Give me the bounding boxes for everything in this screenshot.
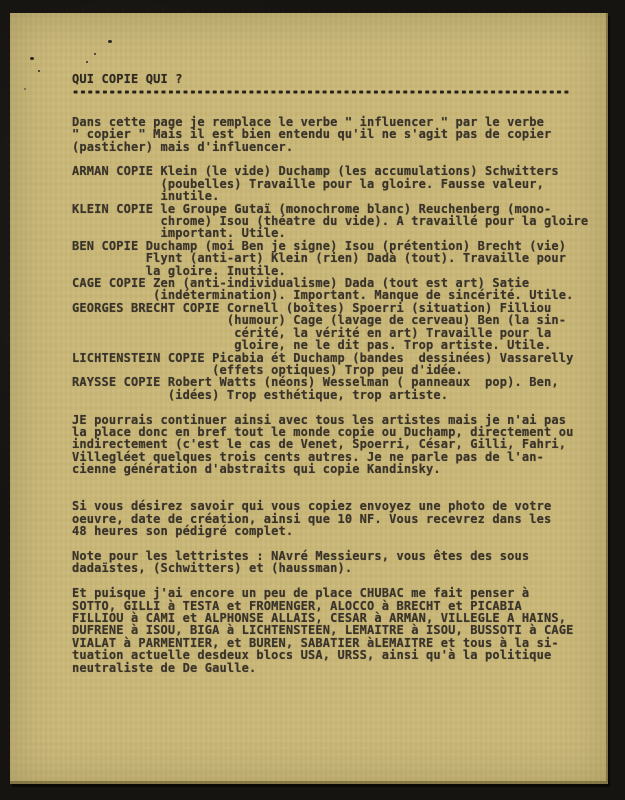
text-line: neutraliste de De Gaulle. (72, 660, 257, 675)
ink-speck (94, 53, 96, 55)
text-line: gloire, ne le dit pas. Trop artiste. Utile. (72, 338, 552, 353)
ink-speck (38, 70, 40, 72)
text-line: (pasticher) mais d'influencer. (72, 139, 294, 154)
text-line: FILLIOU à CAMI et ALPHONSE ALLAIS, CESAR à ARMAN, VILLEGLE A HAINS, (72, 611, 567, 626)
text-line: KLEIN COPIE le Groupe Gutaï (monochrome blanc) Reuchenberg (mono- (72, 201, 552, 216)
text-line: la gloire. Inutile. (72, 263, 286, 278)
text-line (72, 401, 588, 413)
text-line: important. Utile. (72, 226, 286, 241)
text-line: dadaïstes, (Schwitters) et (haussman). (72, 561, 353, 576)
text-line: Et puisque j'ai encore un peu de place CHUBAC me fait penser à (72, 586, 530, 601)
document-body (72, 116, 588, 674)
document-title: QUI COPIE QUI ? (72, 72, 183, 86)
text-line: " copier " Mais il est bien entendu qu'il ne s'agit pas de copier (72, 127, 552, 142)
text-line: cérité, la vérité en art) Travaille pour la (72, 325, 552, 340)
text-line: GEORGES BRECHT COPIE Cornell (boîtes) Spoerri (situation) Filliou (72, 300, 552, 315)
paper-sheet (10, 13, 608, 784)
text-line (72, 476, 588, 488)
text-line: oeuvre, date de création, ainsi que 10 NF. Vous recevrez dans les (72, 511, 552, 526)
text-line: tuation actuelle desdeux blocs USA, URSS, ainsi qu'à la politique (72, 648, 552, 663)
text-line: VIALAT à PARMENTIER, et BUREN, SABATIER àLEMAITRE et tous à la si- (72, 635, 559, 650)
text-line: Note pour les lettristes : NAvré Messieurs, vous êtes des sous (72, 549, 530, 564)
text-line: CAGE COPIE Zen (anti-individualisme) Dada (tout est art) Satie (72, 276, 530, 291)
text-line: (poubelles) Travaille pour la gloire. Fausse valeur, (72, 176, 544, 191)
text-line: Dans cette page je remplace le verbe " influencer " par le verbe (72, 114, 544, 129)
text-line: (humour) Cage (lavage de cerveau) Ben (la sin- (72, 313, 567, 328)
text-line: Si vous désirez savoir qui vous copiez envoyez une photo de votre (72, 499, 552, 514)
text-line: JE pourrais continuer ainsi avec tous les artistes mais je n'ai pas (72, 412, 567, 427)
text-line: (indétermination). Important. Manque de sincérité. Utile. (72, 288, 574, 303)
text-line: (effets optiques) Trop peu d'idée. (72, 362, 463, 377)
text-line: LICHTENSTEIN COPIE Picabia ét Duchamp (bandes dessinées) Vassarelly (72, 350, 574, 365)
text-line: SOTTO, GILLI à TESTA et FROMENGER, ALOCCO à BRECHT et PICABIA (72, 598, 522, 613)
text-line: RAYSSE COPIE Robert Watts (néons) Wesselman ( panneaux pop). Ben, (72, 375, 559, 390)
text-line: Flynt (anti-art) Klein (rien) Dadà (tout). Travaille pour (72, 251, 567, 266)
text-line: (idées) Trop esthétique, trop artiste. (72, 387, 449, 402)
title-body-gap (72, 98, 588, 116)
ink-speck (86, 61, 88, 63)
text-line: chrome) Isou (théatre du vide). A travaillé pour la gloire (72, 214, 589, 229)
text-line: ARMAN COPIE Klein (le vide) Duchamp (les accumulations) Schwitters (72, 164, 559, 179)
text-line: Villegléet quelques trois cents autres. Je ne parle pas de l'an- (72, 449, 544, 464)
text-line: la place donc en bref tout le monde copie ou Duchamp, directement ou (72, 424, 574, 439)
text-line: DUFRENE à ISOU, BIGA à LICHTENSTEEN, LEMAITRE à ISOU, BUSSOTI à CAGE (72, 623, 574, 638)
text-line: indirectement (c'est le cas de Venet, Spoerri, César, Gilli, Fahri, (72, 437, 567, 452)
text-line: 48 heures son pédigré complet. (72, 524, 294, 539)
text-line: inutile. (72, 189, 220, 204)
typewritten-content (72, 73, 588, 674)
ink-speck (24, 88, 26, 90)
text-line: BEN COPIE Duchamp (moi Ben je signe) Isou (prétention) Brecht (vie) (72, 238, 567, 253)
ink-speck (108, 40, 112, 43)
text-line: cienne génération d'abstraits qui copie Kandinsky. (72, 462, 441, 477)
ink-speck (30, 57, 34, 60)
title-underline-dashes: -------------------------------------------------------------------- (72, 85, 571, 98)
